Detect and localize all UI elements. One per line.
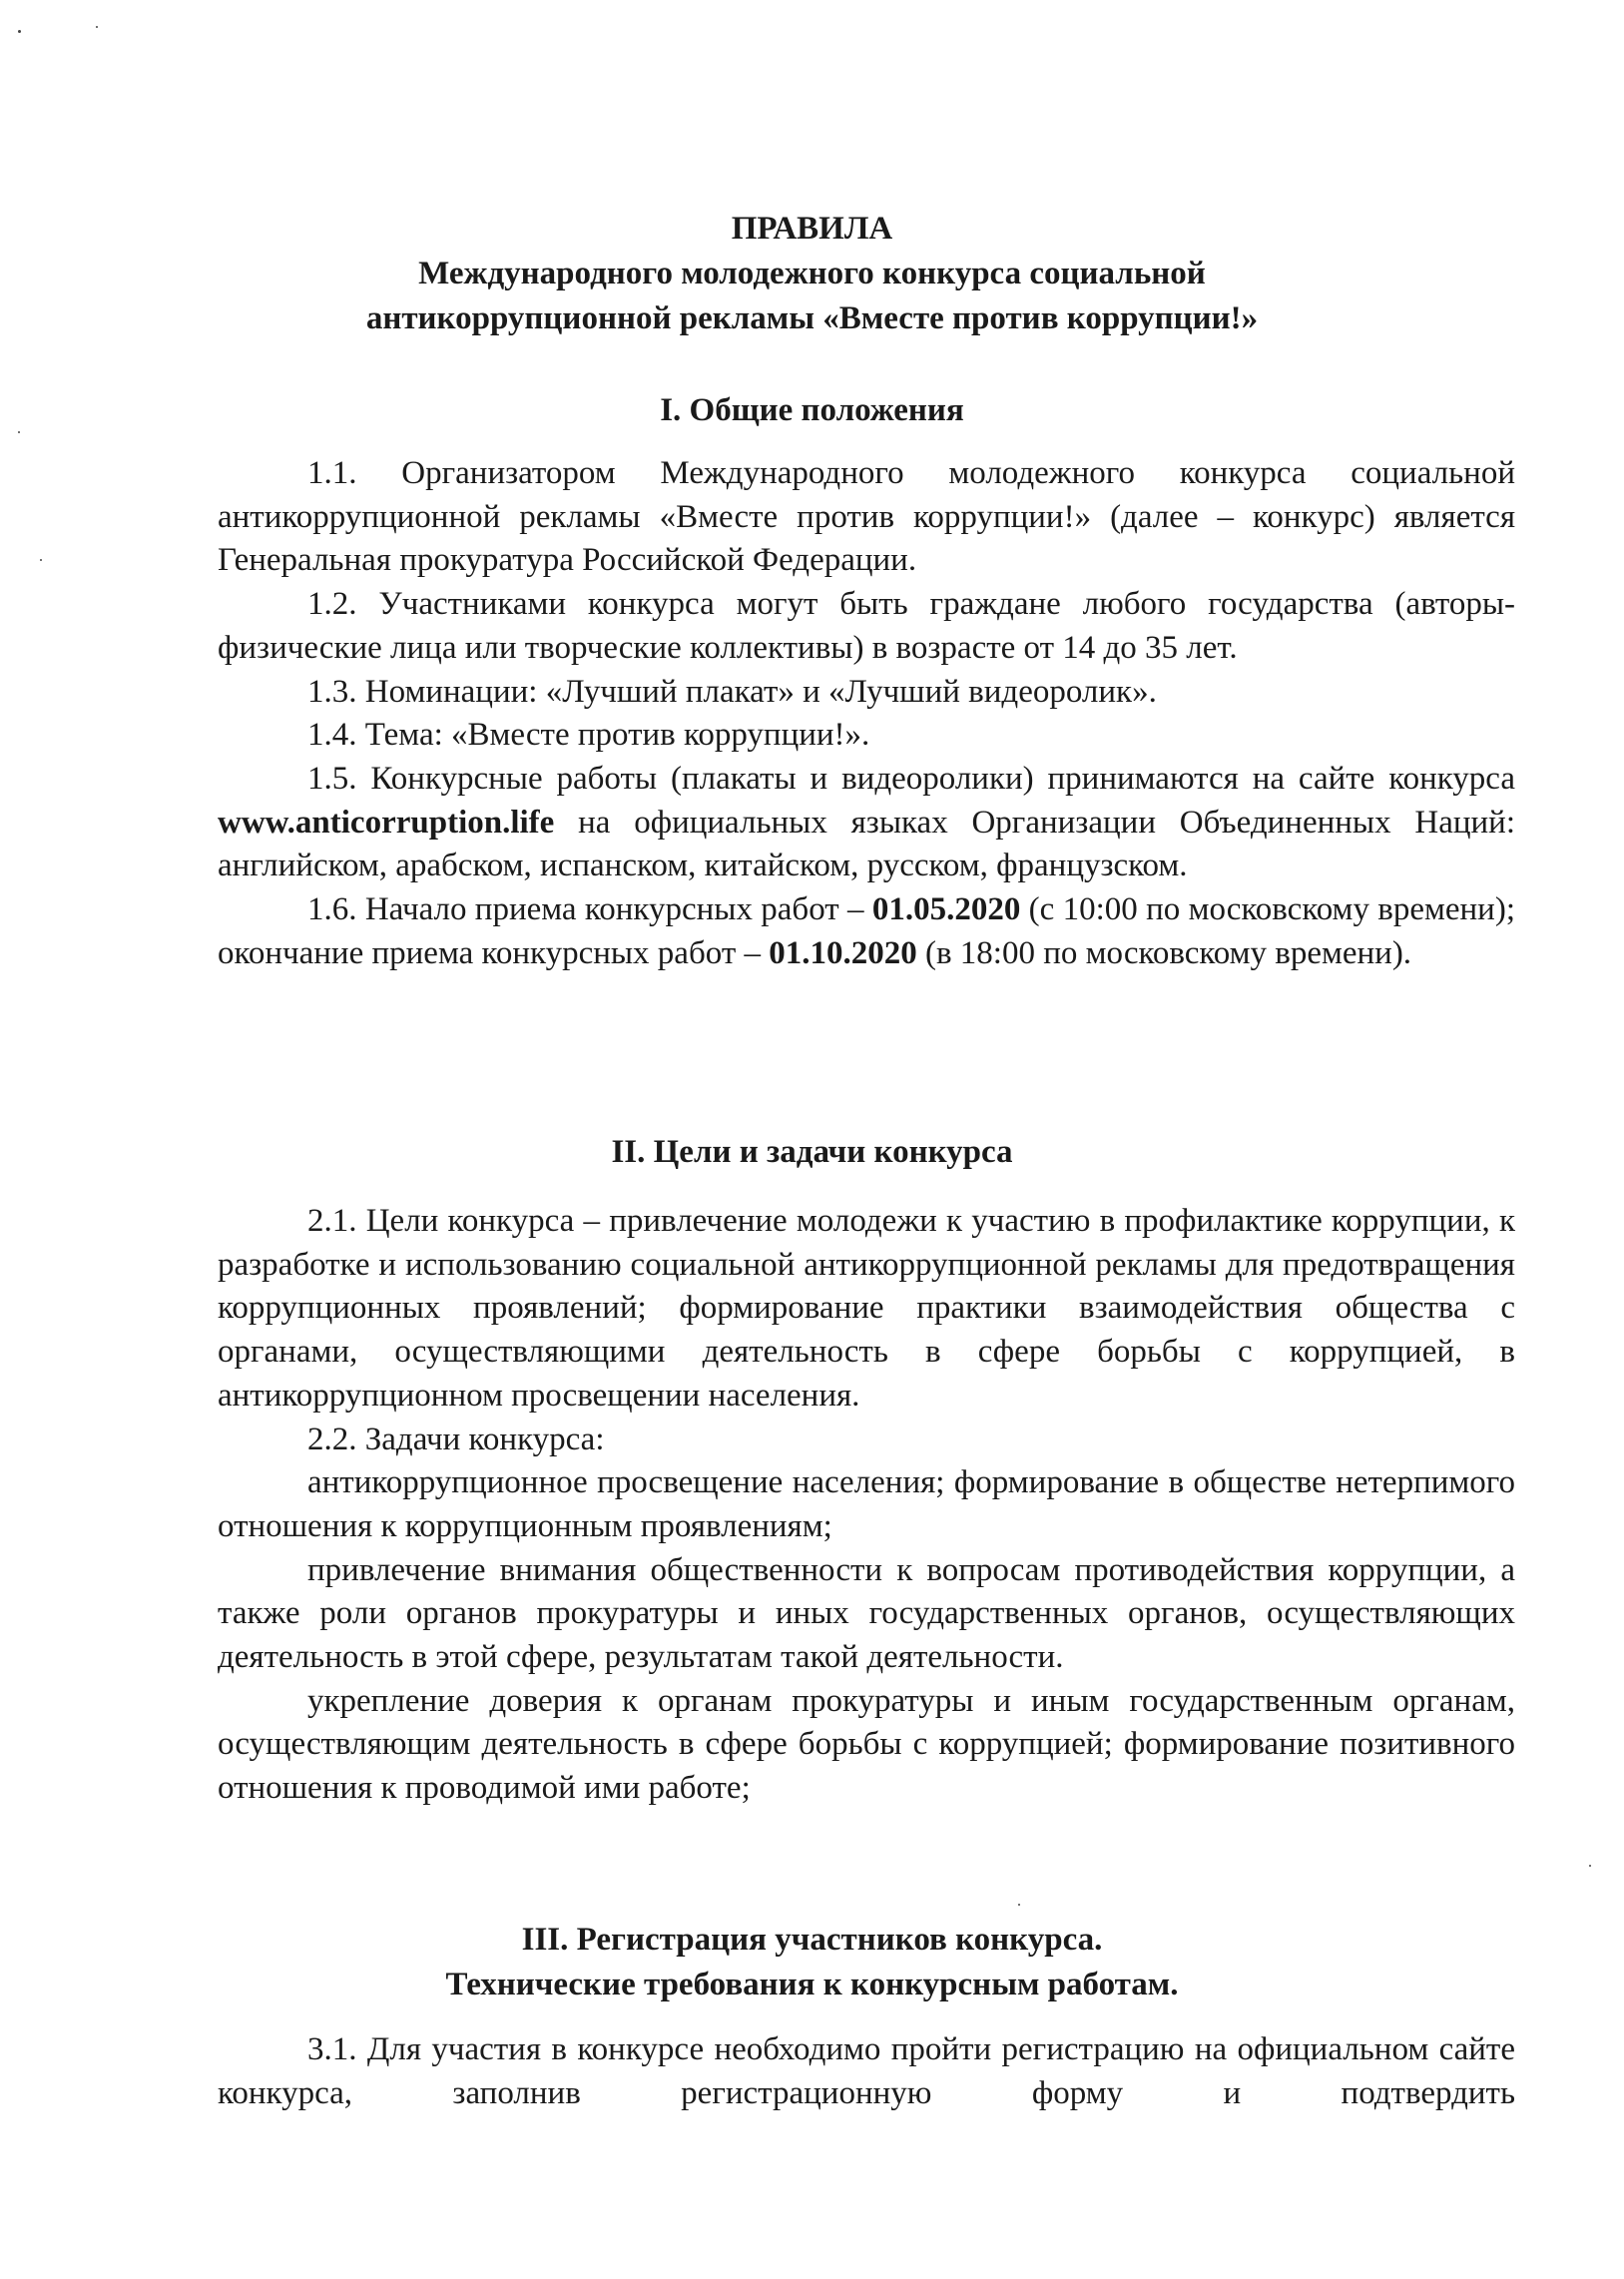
document-title: ПРАВИЛА (731, 211, 893, 247)
contest-website-link[interactable]: www.anticorruption.life (218, 804, 555, 841)
scan-speck (96, 26, 98, 28)
paragraph-1-2: 1.2. Участниками конкурса могут быть граждане любого государства (авторы-физические лица или творческие коллективы) в возрасте от 14 до 35 лет. (218, 586, 1515, 666)
paragraph-1-1: 1.1. Организатором Международного молодежного конкурса социальной антикоррупционной рекламы «Вместе против коррупции!» (далее – конкурс) является Генеральная прокуратура Российской Федерации. (218, 455, 1515, 579)
paragraph-1-6-text-c: (в 18:00 по московскому времени). (916, 934, 1412, 971)
paragraph-1-5-text-b: на официальных языках Организации Объединенных Наций: английском, арабском, испанском, китайском, русском, французском. (218, 804, 1515, 884)
scan-speck (1589, 1865, 1591, 1867)
paragraph-2-task-3: укрепление доверия к органам прокуратуры и иным государственным органам, осуществляющим деятельность в сфере борьбы с коррупцией; формирование позитивного отношения к проводимой ими работе; (218, 1682, 1515, 1807)
paragraph-1-5-text-a: 1.5. Конкурсные работы (плакаты и видеоролики) принимаются на сайте конкурса (307, 760, 1515, 797)
section-heading-technical: Технические требования к конкурсным работам. (445, 1967, 1179, 2002)
paragraph-2-1: 2.1. Цели конкурса – привлечение молодежи к участию в профилактике коррупции, к разработке и использованию социальной антикоррупционной рекламы для предотвращения коррупционных проявлений; формирование практики взаимодействия общества с органами, осуществляющими деятельность в сфере борьбы с коррупцией, в антикоррупционном просвещении населения. (218, 1203, 1515, 1414)
paragraph-1-6 (218, 888, 1515, 975)
document-subtitle-line2: антикоррупционной рекламы «Вместе против коррупции!» (365, 300, 1259, 336)
paragraph-2-task-1: антикоррупционное просвещение населения; формирование в обществе нетерпимого отношения к коррупционным проявлениям; (218, 1464, 1515, 1544)
paragraph-1-4: 1.4. Тема: «Вместе против коррупции!». (307, 717, 870, 754)
start-date: 01.05.2020 (871, 891, 1021, 928)
paragraph-1-5 (218, 758, 1515, 888)
paragraph-1-6-text-b: (с 10:00 по московскому времени); окончание приема конкурсных работ – (218, 891, 1515, 971)
paragraph-1-3: 1.3. Номинации: «Лучший плакат» и «Лучший видеоролик». (307, 673, 1157, 710)
paragraph-1-6-text-a: 1.6. Начало приема конкурсных работ – (307, 891, 872, 928)
scan-speck (40, 559, 42, 561)
paragraph-2-2: 2.2. Задачи конкурса: (307, 1421, 605, 1457)
section-registration-body (218, 2028, 1515, 2115)
scan-speck (1018, 1904, 1020, 1906)
section-heading-general: I. Общие положения (660, 392, 964, 428)
section-heading-registration: III. Регистрация участников конкурса. (521, 1922, 1103, 1958)
document-subtitle-line1: Международного молодежного конкурса социальной (418, 256, 1206, 291)
end-date: 01.10.2020 (769, 934, 917, 971)
section-general-body (218, 452, 1515, 975)
section-heading-goals: II. Цели и задачи конкурса (611, 1134, 1013, 1170)
scan-speck (18, 30, 21, 33)
paragraph-3-1: 3.1. Для участия в конкурсе необходимо пройти регистрацию на официальном сайте конкурса, заполнив регистрационную форму и подтвердить (218, 2031, 1515, 2111)
section-goals-body (218, 1200, 1515, 1811)
paragraph-2-task-2: привлечение внимания общественности к вопросам противодействия коррупции, а также роли органов прокуратуры и иных государственных органов, осуществляющих деятельность в этой сфере, результатам такой деятельности. (218, 1551, 1515, 1676)
